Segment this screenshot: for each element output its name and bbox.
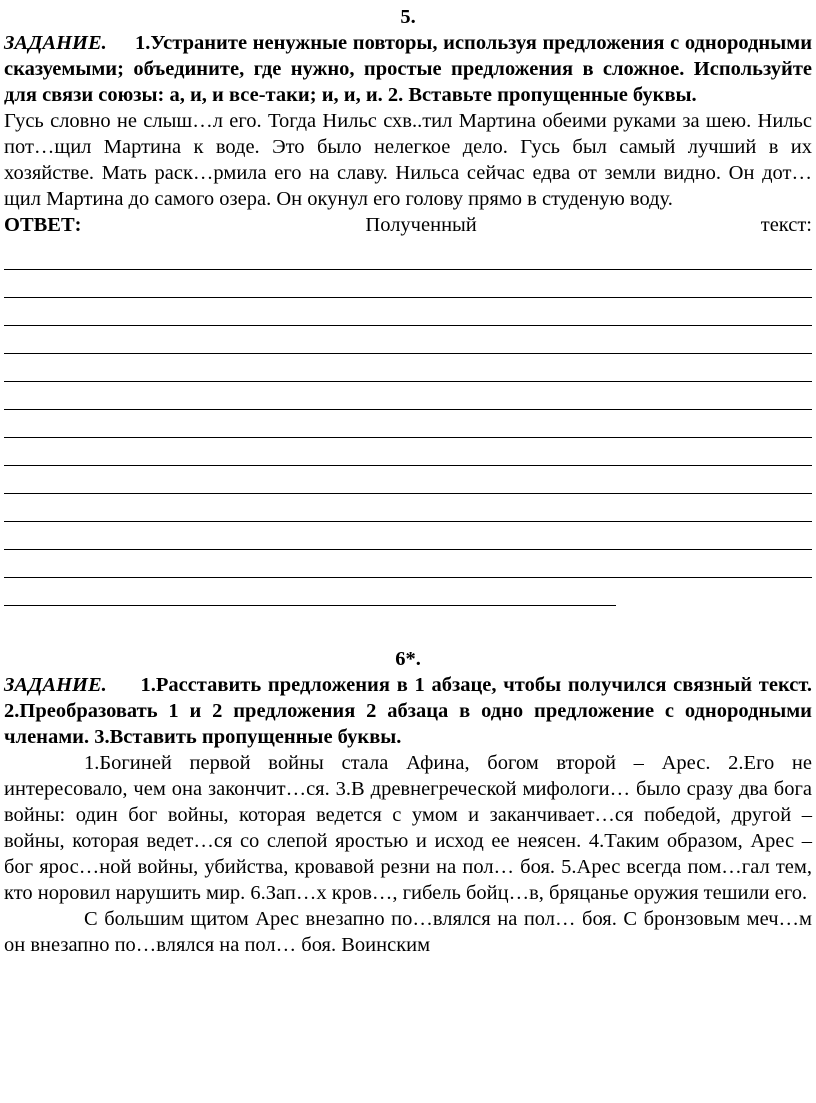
answer-word-text: текст: — [760, 214, 812, 236]
answer-line[interactable] — [4, 326, 812, 354]
answer-line[interactable] — [4, 354, 812, 382]
spacer — [4, 606, 812, 646]
answer-line[interactable] — [4, 550, 812, 578]
task6-label: ЗАДАНИЕ. — [4, 674, 107, 696]
task5-text: Гусь словно не слыш…л его. Тогда Нильс схв..тил Мартина обеими руками за шею. Нильс пот…щил Мартина к воде. Это было нелегкое дело. Гусь был самый лучший в их хозяйстве. Мать раск…рмила его на славу. Нильса сейчас едва от земли видно. Он дот…щил Мартина до самого озера. Он окунул его голову прямо в студеную воду. — [4, 110, 812, 210]
answer-line[interactable] — [4, 438, 812, 466]
answer-line[interactable] — [4, 494, 812, 522]
task5-instruction-text: 1.Устраните ненужные повторы, используя предложения с однородными сказуемыми; объедините, где нужно, простые предложения в сложное. Используйте для связи союзы: а, и, и все-таки; и, и, и. 2. Вставьте пропущенные буквы. — [4, 32, 813, 106]
answer-lines — [4, 242, 812, 606]
task5-label: ЗАДАНИЕ. — [4, 32, 107, 54]
answer-line[interactable] — [4, 578, 616, 606]
answer-line[interactable] — [4, 298, 812, 326]
task6-number: 6*. — [395, 648, 421, 670]
task5-number: 5. — [400, 6, 416, 28]
task6-paragraph-1: 1.Богиней первой войны стала Афина, богом второй – Арес. 2.Его не интересовало, чем она закончит…ся. 3.В древнегреческой мифологи… было сразу два бога войны: один бог войны, которая ведется с умом и заканчивает…ся победой, другой – войны, которая ведет…ся со слепой яростью и исход ее неясен. 4.Таким образом, Арес – бог ярос…ной войны, убийства, кровавой резни на пол… боя. 5.Арес всегда пом…гал тем, кто норовил нарушить мир. 6.Зап…х кров…, гибель бойц…в, бряцанье оружия тешили его. — [4, 752, 812, 904]
task5-instruction — [4, 30, 812, 108]
answer-label: ОТВЕТ: — [4, 214, 82, 236]
task5-answer-row — [4, 212, 812, 238]
answer-line[interactable] — [4, 270, 812, 298]
task6-instruction-text: 1.Расставить предложения в 1 абзаце, чтобы получился связный текст. 2.Преобразовать 1 и 2 предложения 2 абзаца в одно предложение с однородными членами. 3.Вставить пропущенные буквы. — [4, 674, 813, 748]
answer-line[interactable] — [4, 382, 812, 410]
answer-line[interactable] — [4, 242, 812, 270]
answer-word-received: Полученный — [365, 214, 477, 236]
task6-paragraph-2: С большим щитом Арес внезапно по…влялся на пол… боя. С бронзовым меч…м он внезапно по…влялся на пол… боя. Воинским — [4, 908, 812, 956]
answer-line[interactable] — [4, 410, 812, 438]
answer-line[interactable] — [4, 466, 812, 494]
task6-instruction — [4, 672, 812, 750]
answer-line[interactable] — [4, 522, 812, 550]
